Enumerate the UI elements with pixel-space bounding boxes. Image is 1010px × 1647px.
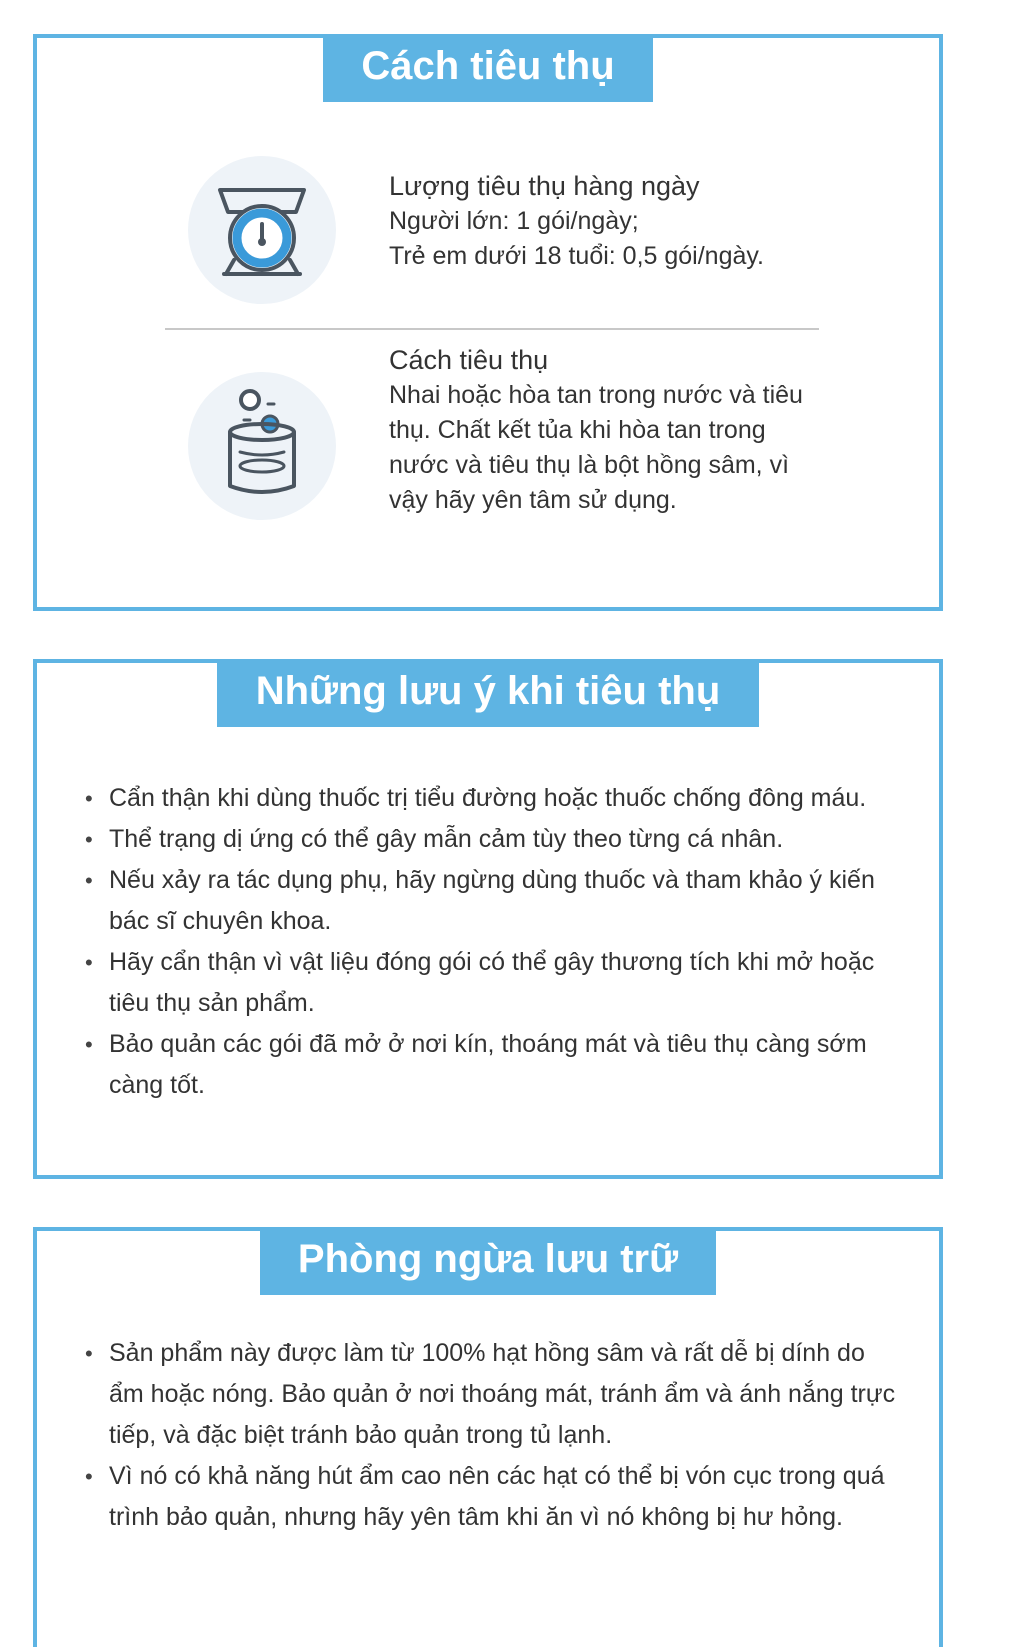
usage-section-title: Cách tiêu thụ (323, 34, 653, 102)
daily-intake-heading: Lượng tiêu thụ hàng ngày (389, 171, 700, 201)
scale-icon (188, 156, 336, 304)
consumption-method-line: thụ. Chất kết tủa khi hòa tan trong (389, 416, 766, 444)
list-item: • Hãy cẩn thận vì vật liệu đóng gói có thể gây thương tích khi mở hoặc tiêu thụ sản phẩm. (83, 942, 903, 1024)
cautions-section (33, 659, 943, 1179)
daily-intake-line: Trẻ em dưới 18 tuổi: 0,5 gói/ngày. (389, 242, 764, 270)
daily-intake-item (389, 168, 764, 274)
list-item: • Vì nó có khả năng hút ẩm cao nên các hạt có thể bị vón cục trong quá trình bảo quản, nhưng hãy yên tâm khi ăn vì nó không bị hư hỏng. (83, 1456, 903, 1538)
daily-intake-line: Người lớn: 1 gói/ngày; (389, 207, 639, 235)
storage-list (83, 1333, 903, 1538)
list-item: • Cẩn thận khi dùng thuốc trị tiểu đường hoặc thuốc chống đông máu. (83, 778, 903, 819)
list-item: • Bảo quản các gói đã mở ở nơi kín, thoáng mát và tiêu thụ càng sớm càng tốt. (83, 1024, 903, 1106)
consumption-method-line: nước và tiêu thụ là bột hồng sâm, vì (389, 451, 790, 479)
dissolve-cup-icon (188, 372, 336, 520)
section-divider (165, 328, 819, 330)
cautions-list (83, 778, 903, 1106)
consumption-method-line: vậy hãy yên tâm sử dụng. (389, 486, 677, 514)
list-item: • Nếu xảy ra tác dụng phụ, hãy ngừng dùng thuốc và tham khảo ý kiến bác sĩ chuyên khoa. (83, 860, 903, 942)
list-item: • Thể trạng dị ứng có thể gây mẫn cảm tùy theo từng cá nhân. (83, 819, 903, 860)
cautions-section-title: Những lưu ý khi tiêu thụ (217, 659, 759, 727)
consumption-method-item (389, 342, 803, 518)
storage-section (33, 1227, 943, 1647)
storage-section-title: Phòng ngừa lưu trữ (260, 1227, 716, 1295)
consumption-method-heading: Cách tiêu thụ (389, 345, 549, 375)
consumption-method-line: Nhai hoặc hòa tan trong nước và tiêu (389, 381, 803, 409)
list-item: • Sản phẩm này được làm từ 100% hạt hồng sâm và rất dễ bị dính do ẩm hoặc nóng. Bảo quản ở nơi thoáng mát, tránh ẩm và ánh nắng trực tiếp, và đặc biệt tránh bảo quản trong tủ lạnh. (83, 1333, 903, 1456)
usage-section (33, 34, 943, 611)
